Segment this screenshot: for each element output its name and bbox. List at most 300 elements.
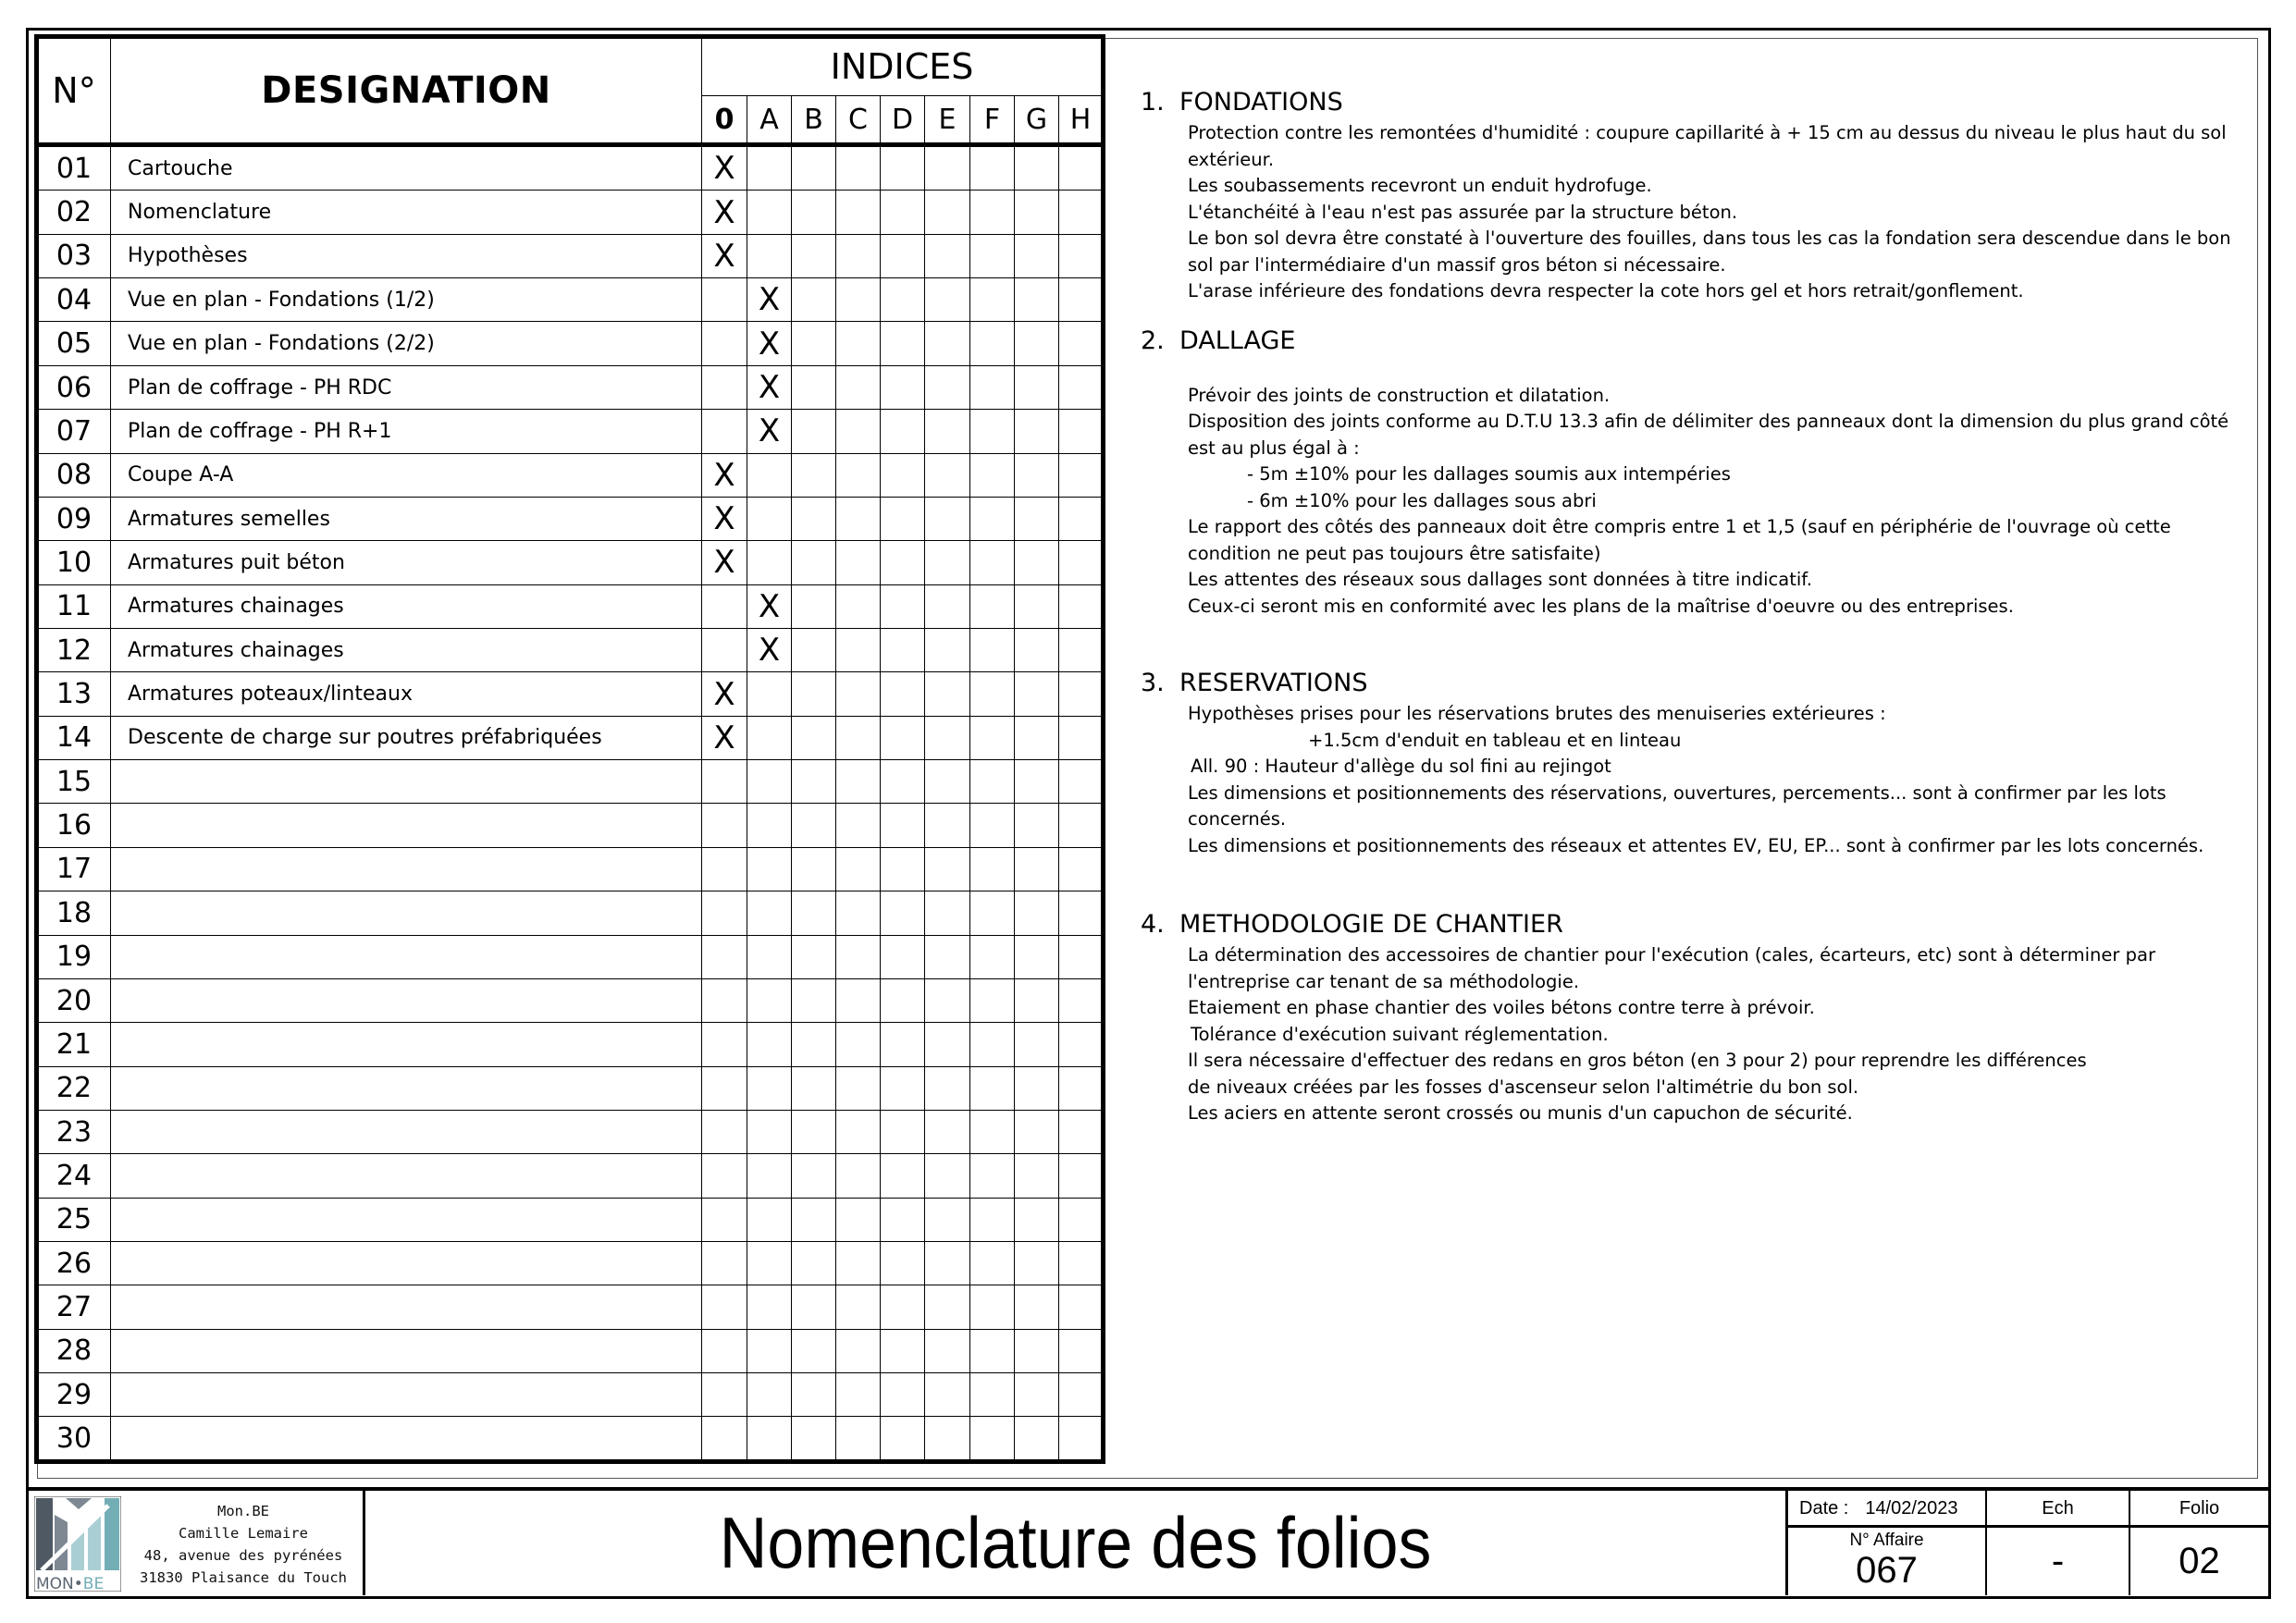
index-cell-0 bbox=[702, 1417, 747, 1461]
logo-wordmark: MON•BE bbox=[36, 1575, 105, 1592]
index-mark: X bbox=[713, 719, 735, 756]
index-cell-C bbox=[836, 234, 881, 277]
note-line: Hypothèses prises pour les réservations brutes des menuiseries extérieures : bbox=[1188, 703, 1886, 724]
header-index-D: D bbox=[881, 96, 925, 145]
index-cell-A bbox=[747, 760, 792, 804]
table-row bbox=[38, 278, 1103, 322]
index-cell-G bbox=[1015, 804, 1059, 847]
row-number: 30 bbox=[38, 1417, 111, 1461]
index-cell-E bbox=[925, 1329, 970, 1372]
row-number: 06 bbox=[38, 365, 111, 409]
row-number: 13 bbox=[38, 672, 111, 716]
index-cell-F bbox=[970, 497, 1015, 540]
index-cell-B bbox=[792, 278, 836, 322]
index-cell-0 bbox=[702, 1242, 747, 1285]
index-cell-G bbox=[1015, 1242, 1059, 1285]
table-row bbox=[38, 891, 1103, 935]
table-row bbox=[38, 978, 1103, 1022]
index-cell-C bbox=[836, 760, 881, 804]
row-number: 11 bbox=[38, 584, 111, 628]
index-cell-C bbox=[836, 1198, 881, 1241]
index-cell-D bbox=[881, 1023, 925, 1066]
index-cell-F bbox=[970, 978, 1015, 1022]
index-cell-D bbox=[881, 1154, 925, 1198]
title-block-fields bbox=[1785, 1491, 2271, 1595]
note-line: Il sera nécessaire d'effectuer des redans en gros béton (en 3 pour 2) pour reprendre les différences bbox=[1188, 1050, 2087, 1071]
index-cell-H bbox=[1059, 541, 1103, 584]
notes-section bbox=[1141, 324, 2232, 621]
index-cell-G bbox=[1015, 1373, 1059, 1417]
index-cell-B bbox=[792, 191, 836, 234]
row-designation bbox=[111, 1110, 702, 1153]
row-number: 14 bbox=[38, 716, 111, 759]
index-cell-F bbox=[970, 1110, 1015, 1153]
index-cell-A bbox=[747, 847, 792, 891]
index-cell-C bbox=[836, 891, 881, 935]
index-cell-D bbox=[881, 584, 925, 628]
index-cell-C bbox=[836, 1110, 881, 1153]
index-cell-B bbox=[792, 584, 836, 628]
table-row bbox=[38, 1329, 1103, 1372]
index-cell-G bbox=[1015, 847, 1059, 891]
row-designation bbox=[111, 1285, 702, 1329]
header-designation: DESIGNATION bbox=[111, 38, 702, 145]
note-line: Le rapport des côtés des panneaux doit être compris entre 1 et 1,5 (sauf en périphérie de l'ouvrage où cette condition ne peut pas toujours être satisfaite) bbox=[1188, 516, 2171, 564]
table-row bbox=[38, 1373, 1103, 1417]
index-cell-B bbox=[792, 629, 836, 672]
row-number: 28 bbox=[38, 1329, 111, 1372]
index-cell-G bbox=[1015, 672, 1059, 716]
index-cell-D bbox=[881, 497, 925, 540]
row-number: 05 bbox=[38, 322, 111, 365]
table-row bbox=[38, 804, 1103, 847]
row-designation: Armatures puit béton bbox=[111, 541, 702, 584]
index-cell-E bbox=[925, 541, 970, 584]
index-cell-E bbox=[925, 278, 970, 322]
row-designation: Descente de charge sur poutres préfabriquées bbox=[111, 716, 702, 759]
index-cell-A bbox=[747, 365, 792, 409]
note-line: Disposition des joints conforme au D.T.U 13.3 afin de délimiter des panneaux dont la dimension du plus grand côté est au plus égal à : bbox=[1188, 411, 2229, 459]
index-cell-G bbox=[1015, 322, 1059, 365]
row-designation: Armatures chainages bbox=[111, 584, 702, 628]
index-cell-H bbox=[1059, 1154, 1103, 1198]
index-cell-F bbox=[970, 1373, 1015, 1417]
index-cell-0 bbox=[702, 322, 747, 365]
index-cell-D bbox=[881, 278, 925, 322]
index-cell-F bbox=[970, 1242, 1015, 1285]
row-number: 23 bbox=[38, 1110, 111, 1153]
index-cell-H bbox=[1059, 891, 1103, 935]
drawing-title: Nomenclature des folios bbox=[719, 1502, 1432, 1583]
row-number: 24 bbox=[38, 1154, 111, 1198]
index-cell-H bbox=[1059, 1198, 1103, 1241]
row-designation: Armatures semelles bbox=[111, 497, 702, 540]
index-cell-E bbox=[925, 410, 970, 453]
table-row bbox=[38, 191, 1103, 234]
row-designation bbox=[111, 1198, 702, 1241]
index-cell-C bbox=[836, 365, 881, 409]
index-cell-D bbox=[881, 1417, 925, 1461]
index-cell-D bbox=[881, 1329, 925, 1372]
company-city: 31830 Plaisance du Touch bbox=[140, 1569, 347, 1586]
note-line: Le bon sol devra être constaté à l'ouverture des fouilles, dans tous les cas la fondation sera descendue dans le bon sol par l'intermédiaire d'un massif gros béton si nécessaire. bbox=[1188, 227, 2231, 276]
index-cell-C bbox=[836, 278, 881, 322]
note-line: - 5m ±10% pour les dallages soumis aux intempéries bbox=[1247, 463, 1731, 485]
row-designation bbox=[111, 1154, 702, 1198]
row-designation bbox=[111, 1417, 702, 1461]
row-designation bbox=[111, 1242, 702, 1285]
header-index-G: G bbox=[1015, 96, 1059, 145]
note-line: Ceux-ci seront mis en conformité avec les plans de la maîtrise d'oeuvre ou des entreprises. bbox=[1188, 595, 2014, 617]
index-cell-0 bbox=[702, 497, 747, 540]
row-designation: Cartouche bbox=[111, 145, 702, 191]
index-cell-D bbox=[881, 716, 925, 759]
index-cell-G bbox=[1015, 453, 1059, 497]
index-cell-B bbox=[792, 978, 836, 1022]
row-number: 21 bbox=[38, 1023, 111, 1066]
index-mark: X bbox=[713, 544, 735, 582]
index-cell-B bbox=[792, 1198, 836, 1241]
index-cell-A bbox=[747, 541, 792, 584]
index-cell-E bbox=[925, 191, 970, 234]
index-cell-F bbox=[970, 145, 1015, 191]
index-cell-G bbox=[1015, 191, 1059, 234]
index-mark: X bbox=[713, 456, 735, 494]
date-label: Date : bbox=[1799, 1498, 1849, 1518]
index-cell-B bbox=[792, 410, 836, 453]
section-number: 3. bbox=[1141, 669, 1165, 697]
index-cell-B bbox=[792, 847, 836, 891]
index-cell-H bbox=[1059, 322, 1103, 365]
index-cell-D bbox=[881, 891, 925, 935]
index-cell-A bbox=[747, 1154, 792, 1198]
index-cell-D bbox=[881, 145, 925, 191]
index-cell-D bbox=[881, 234, 925, 277]
index-cell-D bbox=[881, 1110, 925, 1153]
index-cell-B bbox=[792, 497, 836, 540]
index-cell-F bbox=[970, 365, 1015, 409]
company-street: 48, avenue des pyrénées bbox=[143, 1547, 343, 1564]
general-notes bbox=[1141, 85, 2232, 1127]
index-cell-G bbox=[1015, 1066, 1059, 1110]
index-cell-C bbox=[836, 1285, 881, 1329]
index-cell-D bbox=[881, 935, 925, 978]
index-mark: X bbox=[713, 675, 735, 713]
index-cell-E bbox=[925, 760, 970, 804]
index-cell-E bbox=[925, 365, 970, 409]
index-cell-F bbox=[970, 1417, 1015, 1461]
index-cell-H bbox=[1059, 629, 1103, 672]
section-title: RESERVATIONS bbox=[1179, 669, 1368, 697]
index-cell-H bbox=[1059, 1329, 1103, 1372]
header-index-F: F bbox=[970, 96, 1015, 145]
index-cell-0 bbox=[702, 935, 747, 978]
index-cell-F bbox=[970, 278, 1015, 322]
index-cell-0 bbox=[702, 672, 747, 716]
index-mark: X bbox=[713, 150, 735, 188]
notes-section bbox=[1141, 907, 2232, 1127]
index-cell-G bbox=[1015, 541, 1059, 584]
index-cell-H bbox=[1059, 1242, 1103, 1285]
row-number: 09 bbox=[38, 497, 111, 540]
index-cell-G bbox=[1015, 410, 1059, 453]
index-cell-C bbox=[836, 453, 881, 497]
index-cell-B bbox=[792, 453, 836, 497]
note-line: L'arase inférieure des fondations devra respecter la cote hors gel et hors retrait/gonflement. bbox=[1188, 280, 2024, 301]
index-cell-D bbox=[881, 541, 925, 584]
index-cell-H bbox=[1059, 716, 1103, 759]
index-cell-H bbox=[1059, 804, 1103, 847]
index-cell-B bbox=[792, 1373, 836, 1417]
index-cell-D bbox=[881, 1066, 925, 1110]
index-cell-D bbox=[881, 1242, 925, 1285]
note-line: La détermination des accessoires de chantier pour l'exécution (cales, écarteurs, etc) sont à déterminer par l'entreprise car tenant de sa méthodologie. bbox=[1188, 944, 2155, 992]
note-line: Les dimensions et positionnements des réseaux et attentes EV, EU, EP... sont à confirmer par les lots concernés. bbox=[1188, 834, 2204, 856]
index-cell-A bbox=[747, 1285, 792, 1329]
section-number: 4. bbox=[1141, 910, 1165, 939]
index-cell-0 bbox=[702, 1023, 747, 1066]
index-mark: X bbox=[758, 412, 781, 450]
row-number: 02 bbox=[38, 191, 111, 234]
company-contact: Camille Lemaire bbox=[179, 1525, 308, 1542]
index-cell-A bbox=[747, 453, 792, 497]
index-cell-C bbox=[836, 541, 881, 584]
index-cell-G bbox=[1015, 978, 1059, 1022]
index-cell-0 bbox=[702, 1373, 747, 1417]
index-cell-H bbox=[1059, 145, 1103, 191]
title-block bbox=[26, 1487, 2268, 1595]
note-line: L'étanchéité à l'eau n'est pas assurée par la structure béton. bbox=[1188, 201, 1738, 223]
section-heading bbox=[1141, 666, 2232, 701]
table-row bbox=[38, 1023, 1103, 1066]
header-index-0: 0 bbox=[702, 96, 747, 145]
table-row bbox=[38, 1417, 1103, 1461]
index-cell-0 bbox=[702, 891, 747, 935]
index-cell-A bbox=[747, 935, 792, 978]
index-cell-H bbox=[1059, 278, 1103, 322]
note-line: Etaiement en phase chantier des voiles bétons contre terre à prévoir. bbox=[1188, 997, 1815, 1018]
row-designation: Vue en plan - Fondations (2/2) bbox=[111, 322, 702, 365]
index-cell-G bbox=[1015, 145, 1059, 191]
index-cell-G bbox=[1015, 1023, 1059, 1066]
note-line: +1.5cm d'enduit en tableau et en linteau bbox=[1308, 729, 1682, 751]
index-cell-F bbox=[970, 1154, 1015, 1198]
index-cell-B bbox=[792, 365, 836, 409]
row-designation: Nomenclature bbox=[111, 191, 702, 234]
note-line: Les soubassements recevront un enduit hydrofuge. bbox=[1188, 175, 1652, 196]
index-cell-C bbox=[836, 804, 881, 847]
table-row bbox=[38, 584, 1103, 628]
note-line: Protection contre les remontées d'humidité : coupure capillarité à + 15 cm au dessus du niveau le plus haut du sol extérieur. bbox=[1188, 122, 2227, 170]
index-cell-E bbox=[925, 1417, 970, 1461]
index-cell-F bbox=[970, 847, 1015, 891]
index-cell-G bbox=[1015, 1110, 1059, 1153]
row-number: 22 bbox=[38, 1066, 111, 1110]
note-line: Les dimensions et positionnements des réservations, ouvertures, percements... sont à confirmer par les lots concernés. bbox=[1188, 781, 2166, 830]
header-index-E: E bbox=[925, 96, 970, 145]
table-row bbox=[38, 145, 1103, 191]
index-cell-C bbox=[836, 629, 881, 672]
row-number: 16 bbox=[38, 804, 111, 847]
index-cell-D bbox=[881, 629, 925, 672]
section-title: FONDATIONS bbox=[1179, 88, 1343, 117]
index-mark: X bbox=[758, 587, 781, 625]
index-cell-A bbox=[747, 1373, 792, 1417]
index-cell-A bbox=[747, 584, 792, 628]
index-cell-A bbox=[747, 234, 792, 277]
index-cell-0 bbox=[702, 584, 747, 628]
index-cell-H bbox=[1059, 234, 1103, 277]
index-cell-B bbox=[792, 1242, 836, 1285]
row-designation: Hypothèses bbox=[111, 234, 702, 277]
index-cell-F bbox=[970, 804, 1015, 847]
index-cell-H bbox=[1059, 497, 1103, 540]
table-row bbox=[38, 322, 1103, 365]
index-mark: X bbox=[758, 632, 781, 670]
notes-section bbox=[1141, 85, 2232, 305]
table-row bbox=[38, 1154, 1103, 1198]
index-cell-0 bbox=[702, 410, 747, 453]
index-cell-G bbox=[1015, 1198, 1059, 1241]
row-designation: Armatures chainages bbox=[111, 629, 702, 672]
index-cell-E bbox=[925, 672, 970, 716]
scale-value: - bbox=[1987, 1528, 2130, 1595]
date-field bbox=[1788, 1491, 1987, 1528]
table-row bbox=[38, 1110, 1103, 1153]
header-index-B: B bbox=[792, 96, 836, 145]
table-row bbox=[38, 716, 1103, 759]
table-row bbox=[38, 497, 1103, 540]
index-cell-B bbox=[792, 1023, 836, 1066]
index-cell-0 bbox=[702, 145, 747, 191]
index-cell-H bbox=[1059, 672, 1103, 716]
index-cell-F bbox=[970, 584, 1015, 628]
index-cell-B bbox=[792, 145, 836, 191]
row-designation: Plan de coffrage - PH RDC bbox=[111, 365, 702, 409]
index-mark: X bbox=[713, 500, 735, 538]
index-cell-F bbox=[970, 1329, 1015, 1372]
note-line: - 6m ±10% pour les dallages sous abri bbox=[1247, 489, 1597, 511]
index-cell-0 bbox=[702, 1198, 747, 1241]
index-cell-D bbox=[881, 760, 925, 804]
index-cell-0 bbox=[702, 234, 747, 277]
index-cell-0 bbox=[702, 541, 747, 584]
row-designation bbox=[111, 1066, 702, 1110]
index-cell-C bbox=[836, 935, 881, 978]
index-cell-0 bbox=[702, 365, 747, 409]
index-cell-C bbox=[836, 410, 881, 453]
index-cell-E bbox=[925, 453, 970, 497]
index-cell-C bbox=[836, 672, 881, 716]
note-line: Tolérance d'exécution suivant réglementation. bbox=[1191, 1023, 1609, 1045]
index-cell-G bbox=[1015, 1417, 1059, 1461]
index-cell-G bbox=[1015, 891, 1059, 935]
index-cell-B bbox=[792, 935, 836, 978]
row-number: 07 bbox=[38, 410, 111, 453]
index-cell-D bbox=[881, 978, 925, 1022]
index-cell-A bbox=[747, 410, 792, 453]
index-cell-G bbox=[1015, 584, 1059, 628]
index-cell-E bbox=[925, 1285, 970, 1329]
index-cell-E bbox=[925, 629, 970, 672]
row-number: 10 bbox=[38, 541, 111, 584]
index-cell-A bbox=[747, 1023, 792, 1066]
note-line: Les aciers en attente seront crossés ou munis d'un capuchon de sécurité. bbox=[1188, 1102, 1853, 1124]
note-line: All. 90 : Hauteur d'allège du sol fini au rejingot bbox=[1191, 756, 1611, 777]
index-cell-B bbox=[792, 1066, 836, 1110]
index-cell-B bbox=[792, 1329, 836, 1372]
row-number: 01 bbox=[38, 145, 111, 191]
index-mark: X bbox=[713, 237, 735, 275]
index-cell-A bbox=[747, 804, 792, 847]
row-number: 04 bbox=[38, 278, 111, 322]
row-designation: Vue en plan - Fondations (1/2) bbox=[111, 278, 702, 322]
index-cell-E bbox=[925, 935, 970, 978]
row-designation bbox=[111, 1023, 702, 1066]
row-designation bbox=[111, 891, 702, 935]
index-cell-B bbox=[792, 1110, 836, 1153]
index-cell-B bbox=[792, 804, 836, 847]
index-cell-A bbox=[747, 1198, 792, 1241]
table-row bbox=[38, 365, 1103, 409]
index-cell-B bbox=[792, 891, 836, 935]
table-row bbox=[38, 1242, 1103, 1285]
section-heading bbox=[1141, 324, 2232, 359]
index-mark: X bbox=[758, 325, 781, 363]
index-cell-H bbox=[1059, 365, 1103, 409]
index-cell-D bbox=[881, 410, 925, 453]
index-cell-H bbox=[1059, 584, 1103, 628]
index-cell-E bbox=[925, 1373, 970, 1417]
index-cell-F bbox=[970, 629, 1015, 672]
table-row bbox=[38, 1198, 1103, 1241]
index-cell-D bbox=[881, 322, 925, 365]
index-cell-A bbox=[747, 322, 792, 365]
index-cell-F bbox=[970, 760, 1015, 804]
notes-section bbox=[1141, 666, 2232, 859]
index-cell-F bbox=[970, 234, 1015, 277]
header-index-H: H bbox=[1059, 96, 1103, 145]
index-cell-D bbox=[881, 1198, 925, 1241]
row-number: 18 bbox=[38, 891, 111, 935]
index-cell-D bbox=[881, 191, 925, 234]
index-cell-G bbox=[1015, 365, 1059, 409]
index-cell-E bbox=[925, 847, 970, 891]
index-cell-A bbox=[747, 1110, 792, 1153]
index-cell-0 bbox=[702, 978, 747, 1022]
index-cell-C bbox=[836, 584, 881, 628]
company-address bbox=[126, 1500, 361, 1589]
index-cell-H bbox=[1059, 1066, 1103, 1110]
row-designation bbox=[111, 847, 702, 891]
index-cell-E bbox=[925, 891, 970, 935]
index-cell-B bbox=[792, 1285, 836, 1329]
index-cell-D bbox=[881, 804, 925, 847]
index-cell-B bbox=[792, 234, 836, 277]
index-cell-A bbox=[747, 716, 792, 759]
index-cell-G bbox=[1015, 278, 1059, 322]
affaire-label: N° Affaire bbox=[1849, 1531, 1924, 1550]
index-cell-E bbox=[925, 584, 970, 628]
index-cell-E bbox=[925, 716, 970, 759]
index-cell-0 bbox=[702, 1110, 747, 1153]
index-cell-E bbox=[925, 1110, 970, 1153]
index-cell-B bbox=[792, 672, 836, 716]
row-designation: Plan de coffrage - PH R+1 bbox=[111, 410, 702, 453]
index-cell-H bbox=[1059, 191, 1103, 234]
index-cell-B bbox=[792, 1154, 836, 1198]
index-cell-E bbox=[925, 145, 970, 191]
